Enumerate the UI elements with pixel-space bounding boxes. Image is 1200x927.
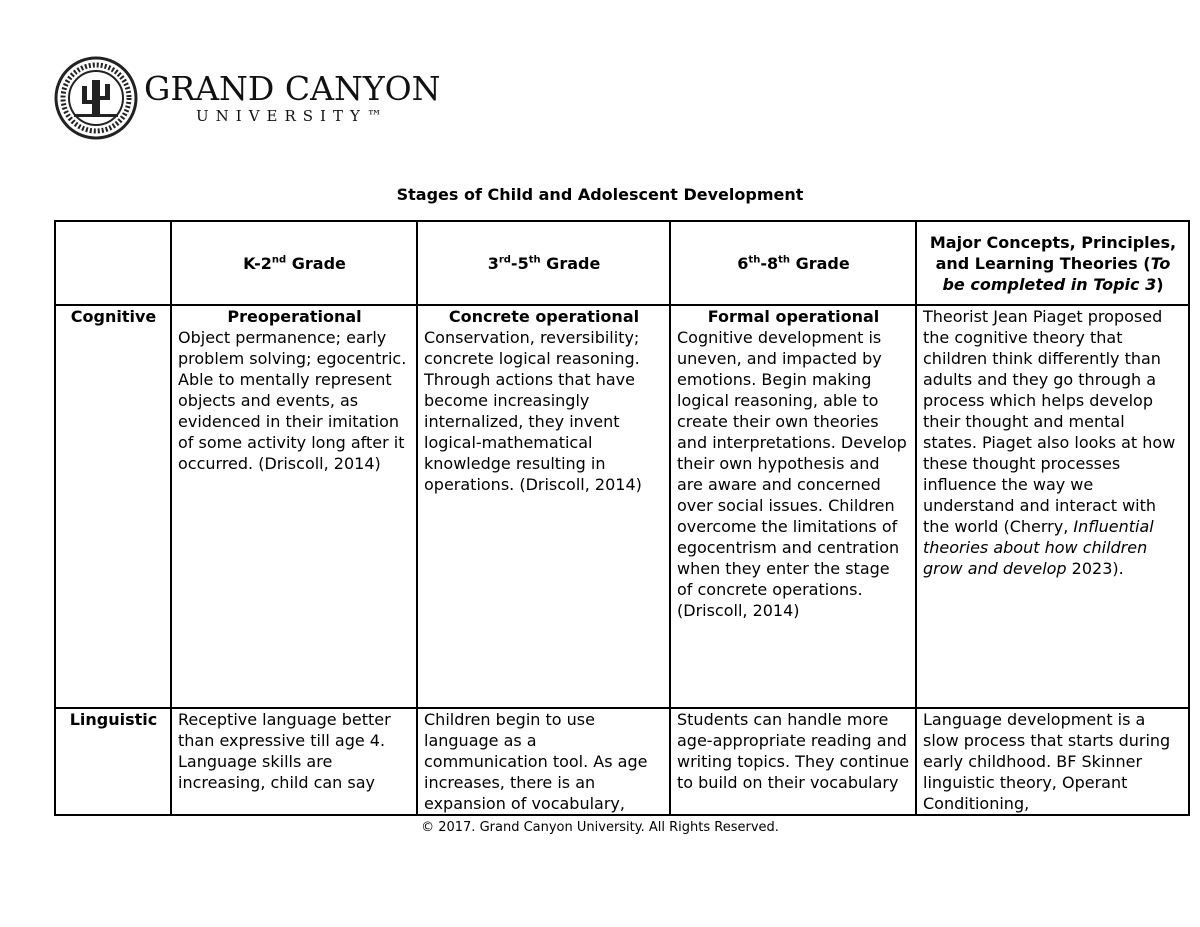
row-label-linguistic: Linguistic [55, 708, 171, 815]
table-row [55, 708, 1189, 815]
copyright-footer: © 2017. Grand Canyon University. All Rights Reserved. [421, 820, 779, 835]
cognitive-3-5-cell [417, 305, 670, 708]
header-3-5-grade: 3rd-5th Grade [417, 221, 670, 305]
citation-tail: 2023). [1066, 559, 1124, 579]
cognitive-concepts-cell [916, 305, 1189, 708]
linguistic-6-8-cell [670, 708, 916, 815]
cell-text: Object permanence; early problem solving; egocentric. Able to mentally represent objects and events, as evidenced in their imitation of some activity long after it occurred. (Driscoll, 2014) [178, 328, 407, 474]
cognitive-6-8-cell [670, 305, 916, 708]
row-label-cognitive: Cognitive [55, 305, 171, 708]
stage-title: Concrete operational [448, 307, 640, 327]
header-row [55, 221, 1189, 305]
cell-text: Language development is a slow process that starts during early childhood. BF Skinner linguistic theory, Operant Conditioning, [923, 709, 1171, 813]
linguistic-3-5-cell [417, 708, 670, 815]
cell-text: Students can handle more age-appropriate reading and writing topics. They continue to build on their vocabulary [677, 709, 910, 792]
cell-text: Cognitive development is uneven, and impacted by emotions. Begin making logical reasoning, able to create their own theories and interpretations. Develop their own hypothesis and are aware and concerned over social issues. Children overcome the limitations of egocentrism and centration when they enter the stage of concrete operations. (Driscoll, 2014) [677, 328, 907, 621]
logo-subtitle: UNIVERSITY™ [196, 107, 389, 125]
logo-name: GRAND CANYON [144, 69, 441, 108]
university-seal-icon [54, 56, 138, 140]
header-6-8-grade: 6th-8th Grade [670, 221, 916, 305]
university-logo [54, 56, 441, 140]
stage-title: Formal operational [707, 307, 880, 327]
linguistic-k2-cell [171, 708, 417, 815]
table-row [55, 305, 1189, 708]
cell-text: Children begin to use language as a communication tool. As age increases, there is an expansion of vocabulary, [424, 709, 648, 813]
header-major-concepts: Major Concepts, Principles, and Learning Theories (To be completed in Topic 3) [916, 221, 1189, 305]
cell-text: Conservation, reversibility; concrete logical reasoning. Through actions that have become increasingly internalized, they invent logical-mathematical knowledge resulting in operations. (Driscoll, 2014) [424, 328, 642, 495]
document-title: Stages of Child and Adolescent Development [396, 185, 804, 204]
cell-text: Receptive language better than expressive till age 4. Language skills are increasing, child can say [178, 709, 391, 792]
cognitive-k2-cell [171, 305, 417, 708]
citation-title: Influential theories about how children grow and develop [923, 517, 1154, 579]
cell-text: Theorist Jean Piaget proposed the cognitive theory that children think differently than adults and they go through a process which helps develop their thought and mental states. Piaget also looks at how these thought processes influence the way we understand and interact with the world (Cherry, [923, 307, 1176, 537]
development-table [54, 220, 1190, 816]
header-k2-grade: K-2nd Grade [171, 221, 417, 305]
stage-title: Preoperational [227, 307, 362, 327]
linguistic-concepts-cell [916, 708, 1189, 815]
header-empty-cell [55, 221, 171, 305]
